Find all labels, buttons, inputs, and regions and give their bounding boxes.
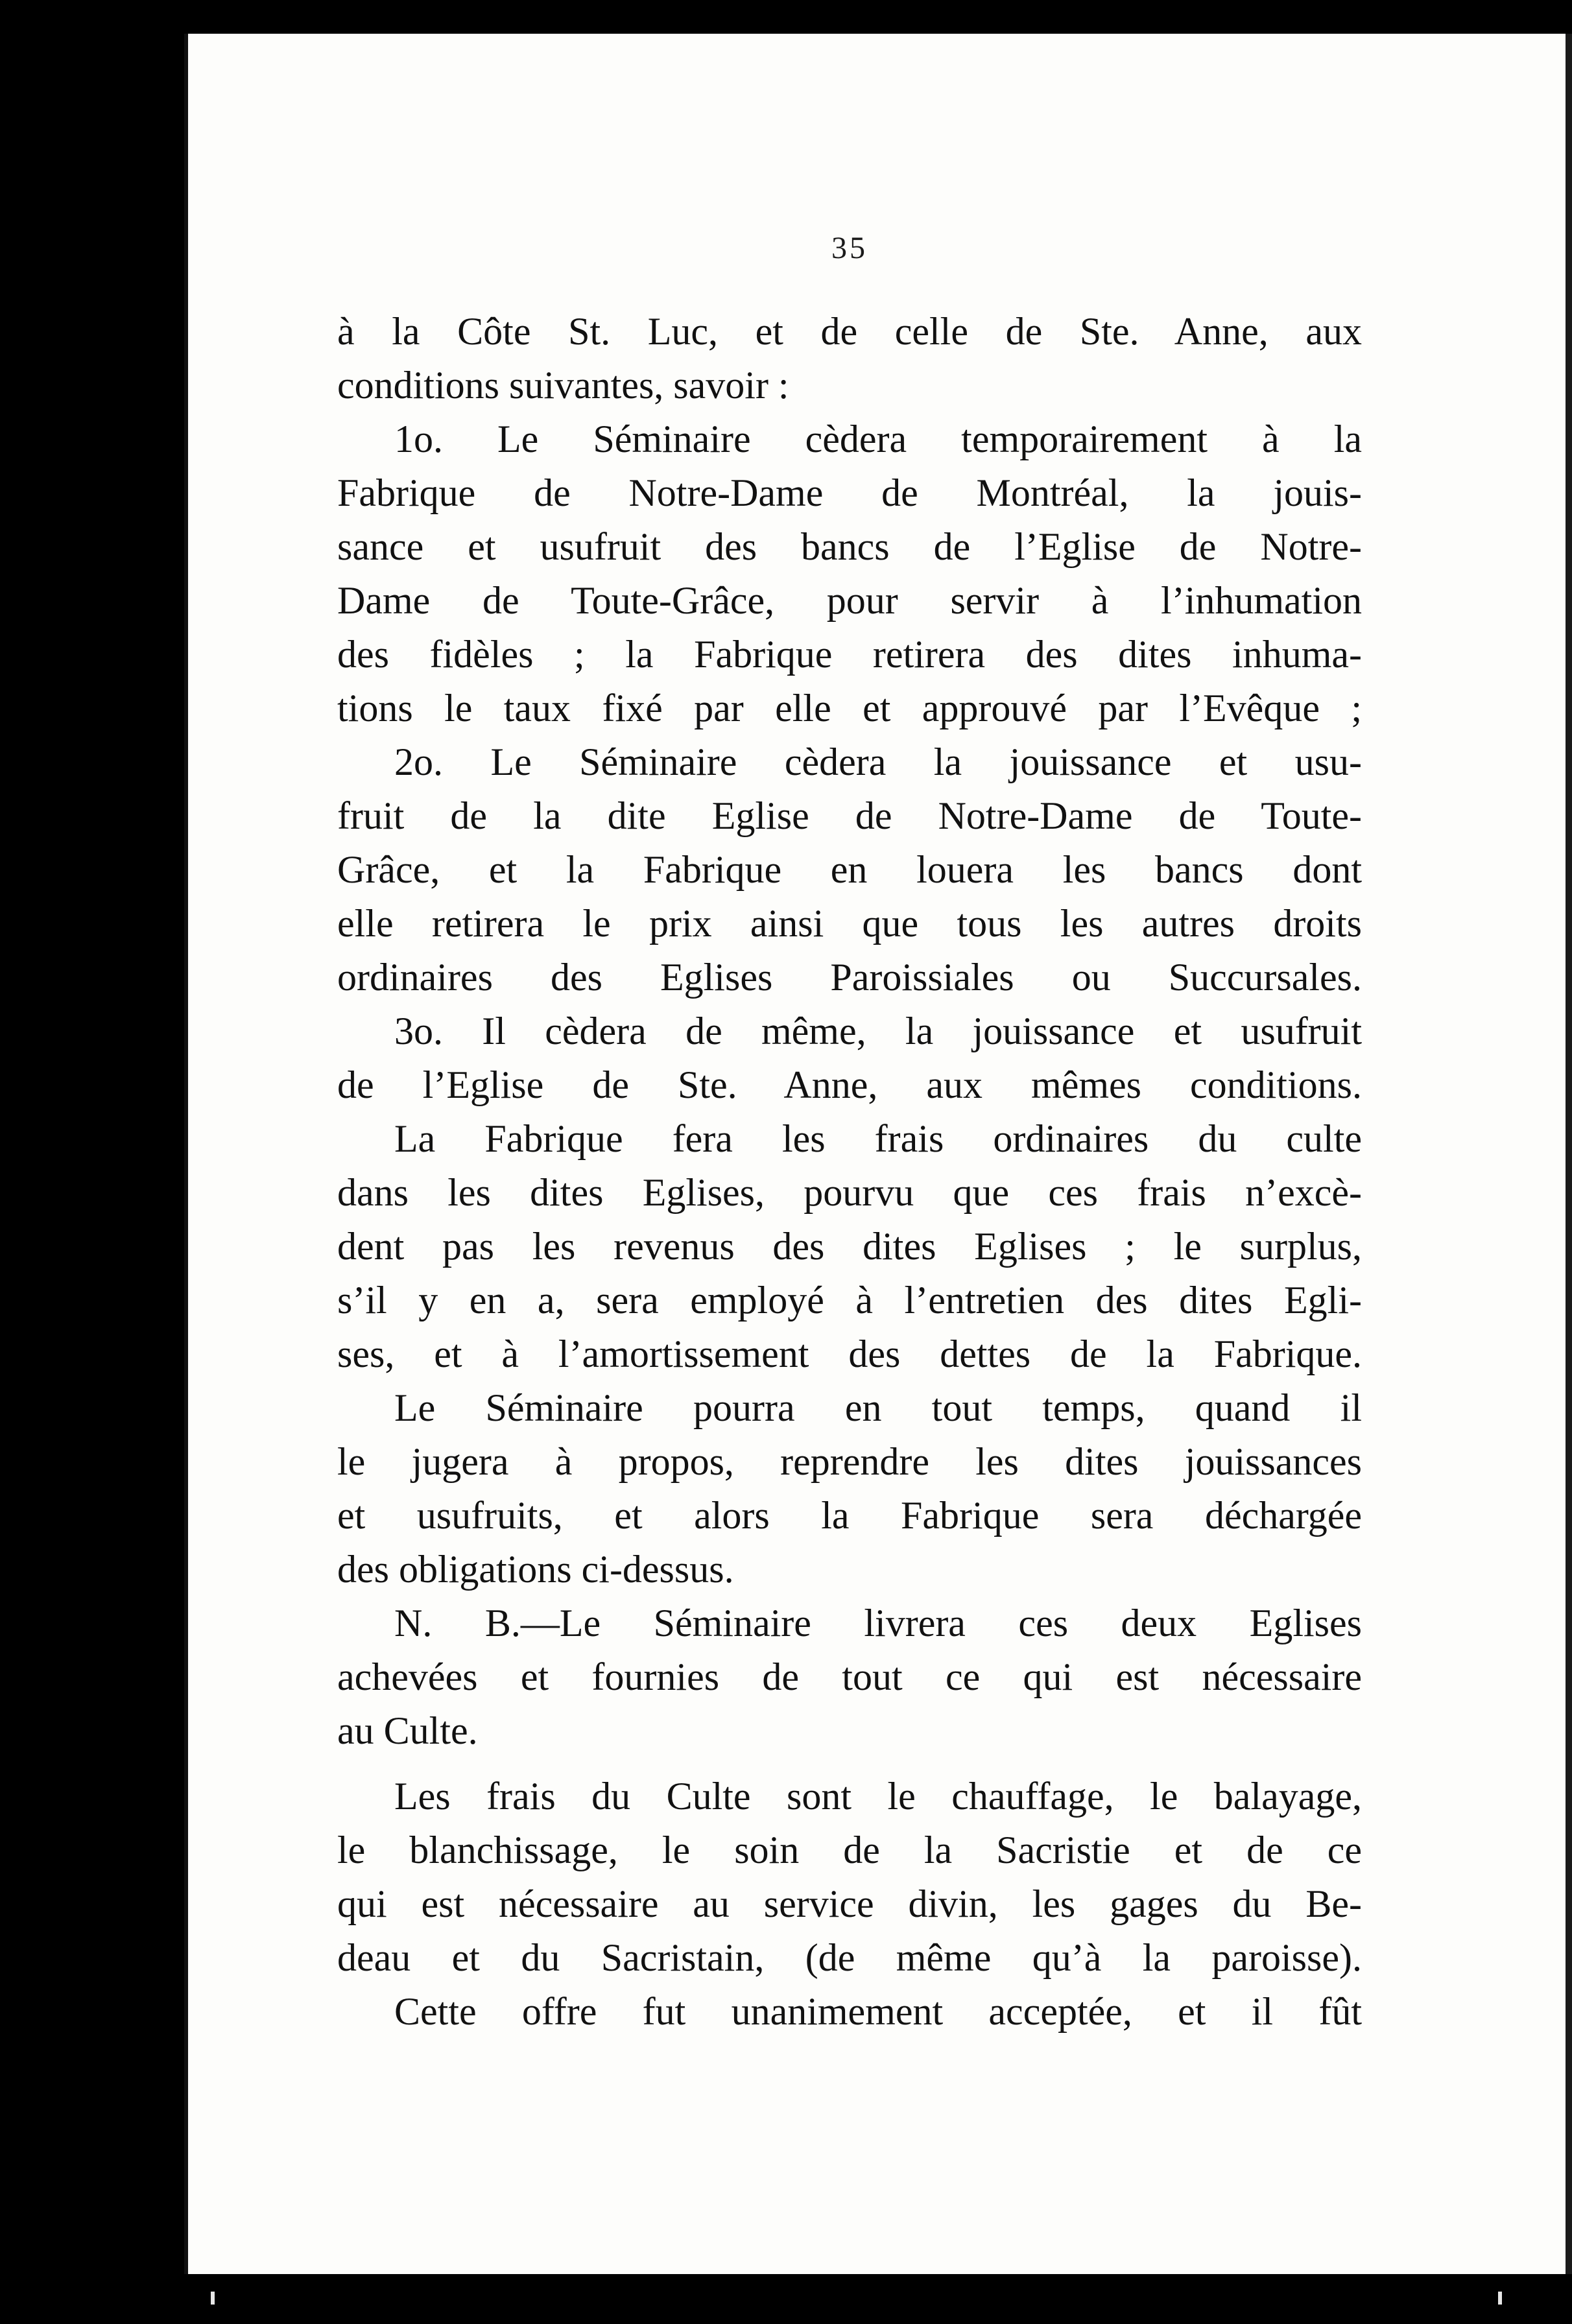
text-line: conditions suivantes, savoir : — [337, 364, 789, 407]
text-line: Fabrique de Notre-Dame de Montréal, la jouis- — [337, 471, 1362, 514]
text-line: Cette offre fut unanimement acceptée, et il fût — [394, 1990, 1362, 2033]
text-line: fruit de la dite Eglise de Notre-Dame de Toute- — [337, 794, 1362, 837]
paper-right-edge — [1566, 34, 1572, 2274]
text-line: des obligations ci-dessus. — [337, 1548, 734, 1591]
text-line: deau et du Sacristain, (de même qu’à la paroisse). — [337, 1936, 1362, 1979]
text-line: qui est nécessaire au service divin, les gages du Be- — [337, 1882, 1362, 1925]
text-line: N. B.—Le Séminaire livrera ces deux Eglises — [394, 1602, 1362, 1644]
text-line: tions le taux fixé par elle et approuvé par l’Evêque ; — [337, 687, 1362, 729]
body-text — [337, 305, 1362, 2039]
text-line: 2o. Le Séminaire cèdera la jouissance et usu- — [394, 741, 1362, 783]
text-line: le jugera à propos, reprendre les dites jouissances — [337, 1440, 1362, 1483]
text-line: à la Côte St. Luc, et de celle de Ste. Anne, aux — [337, 310, 1362, 353]
text-line: dent pas les revenus des dites Eglises ; le surplus, — [337, 1225, 1362, 1268]
text-line: au Culte. — [337, 1709, 478, 1752]
text-line: s’il y en a, sera employé à l’entretien des dites Egli- — [337, 1279, 1362, 1322]
text-line: dans les dites Eglises, pourvu que ces frais n’excè- — [337, 1171, 1362, 1214]
text-line: ordinaires des Eglises Paroissiales ou Succursales. — [337, 956, 1362, 999]
text-line: et usufruits, et alors la Fabrique sera déchargée — [337, 1494, 1362, 1537]
text-line: Le Séminaire pourra en tout temps, quand il — [394, 1386, 1362, 1429]
text-line: Dame de Toute-Grâce, pour servir à l’inhumation — [337, 579, 1362, 622]
bottom-tick-mark — [1498, 2292, 1502, 2305]
text-line: elle retirera le prix ainsi que tous les autres droits — [337, 902, 1362, 945]
text-line: ses, et à l’amortissement des dettes de la Fabrique. — [337, 1333, 1362, 1375]
text-line: La Fabrique fera les frais ordinaires du culte — [394, 1117, 1362, 1160]
bottom-tick-mark — [211, 2292, 215, 2305]
margin-mark — [180, 279, 184, 305]
scan-bottom-border — [0, 2274, 1572, 2324]
text-line: sance et usufruit des bancs de l’Eglise de Notre- — [337, 525, 1362, 568]
text-line: de l’Eglise de Ste. Anne, aux mêmes conditions. — [337, 1063, 1362, 1106]
text-line: Grâce, et la Fabrique en louera les bancs dont — [337, 848, 1362, 891]
text-line: achevées et fournies de tout ce qui est nécessaire — [337, 1655, 1362, 1698]
text-line: 3o. Il cèdera de même, la jouissance et usufruit — [394, 1010, 1362, 1052]
text-line: Les frais du Culte sont le chauffage, le balayage, — [394, 1775, 1362, 1818]
text-line: 1o. Le Séminaire cèdera temporairement à la — [394, 418, 1362, 460]
text-line: des fidèles ; la Fabrique retirera des dites inhuma- — [337, 633, 1362, 676]
text-line: le blanchissage, le soin de la Sacristie et de ce — [337, 1829, 1362, 1871]
paragraph-gap — [337, 1758, 1362, 1770]
page-number: 35 — [831, 231, 868, 265]
